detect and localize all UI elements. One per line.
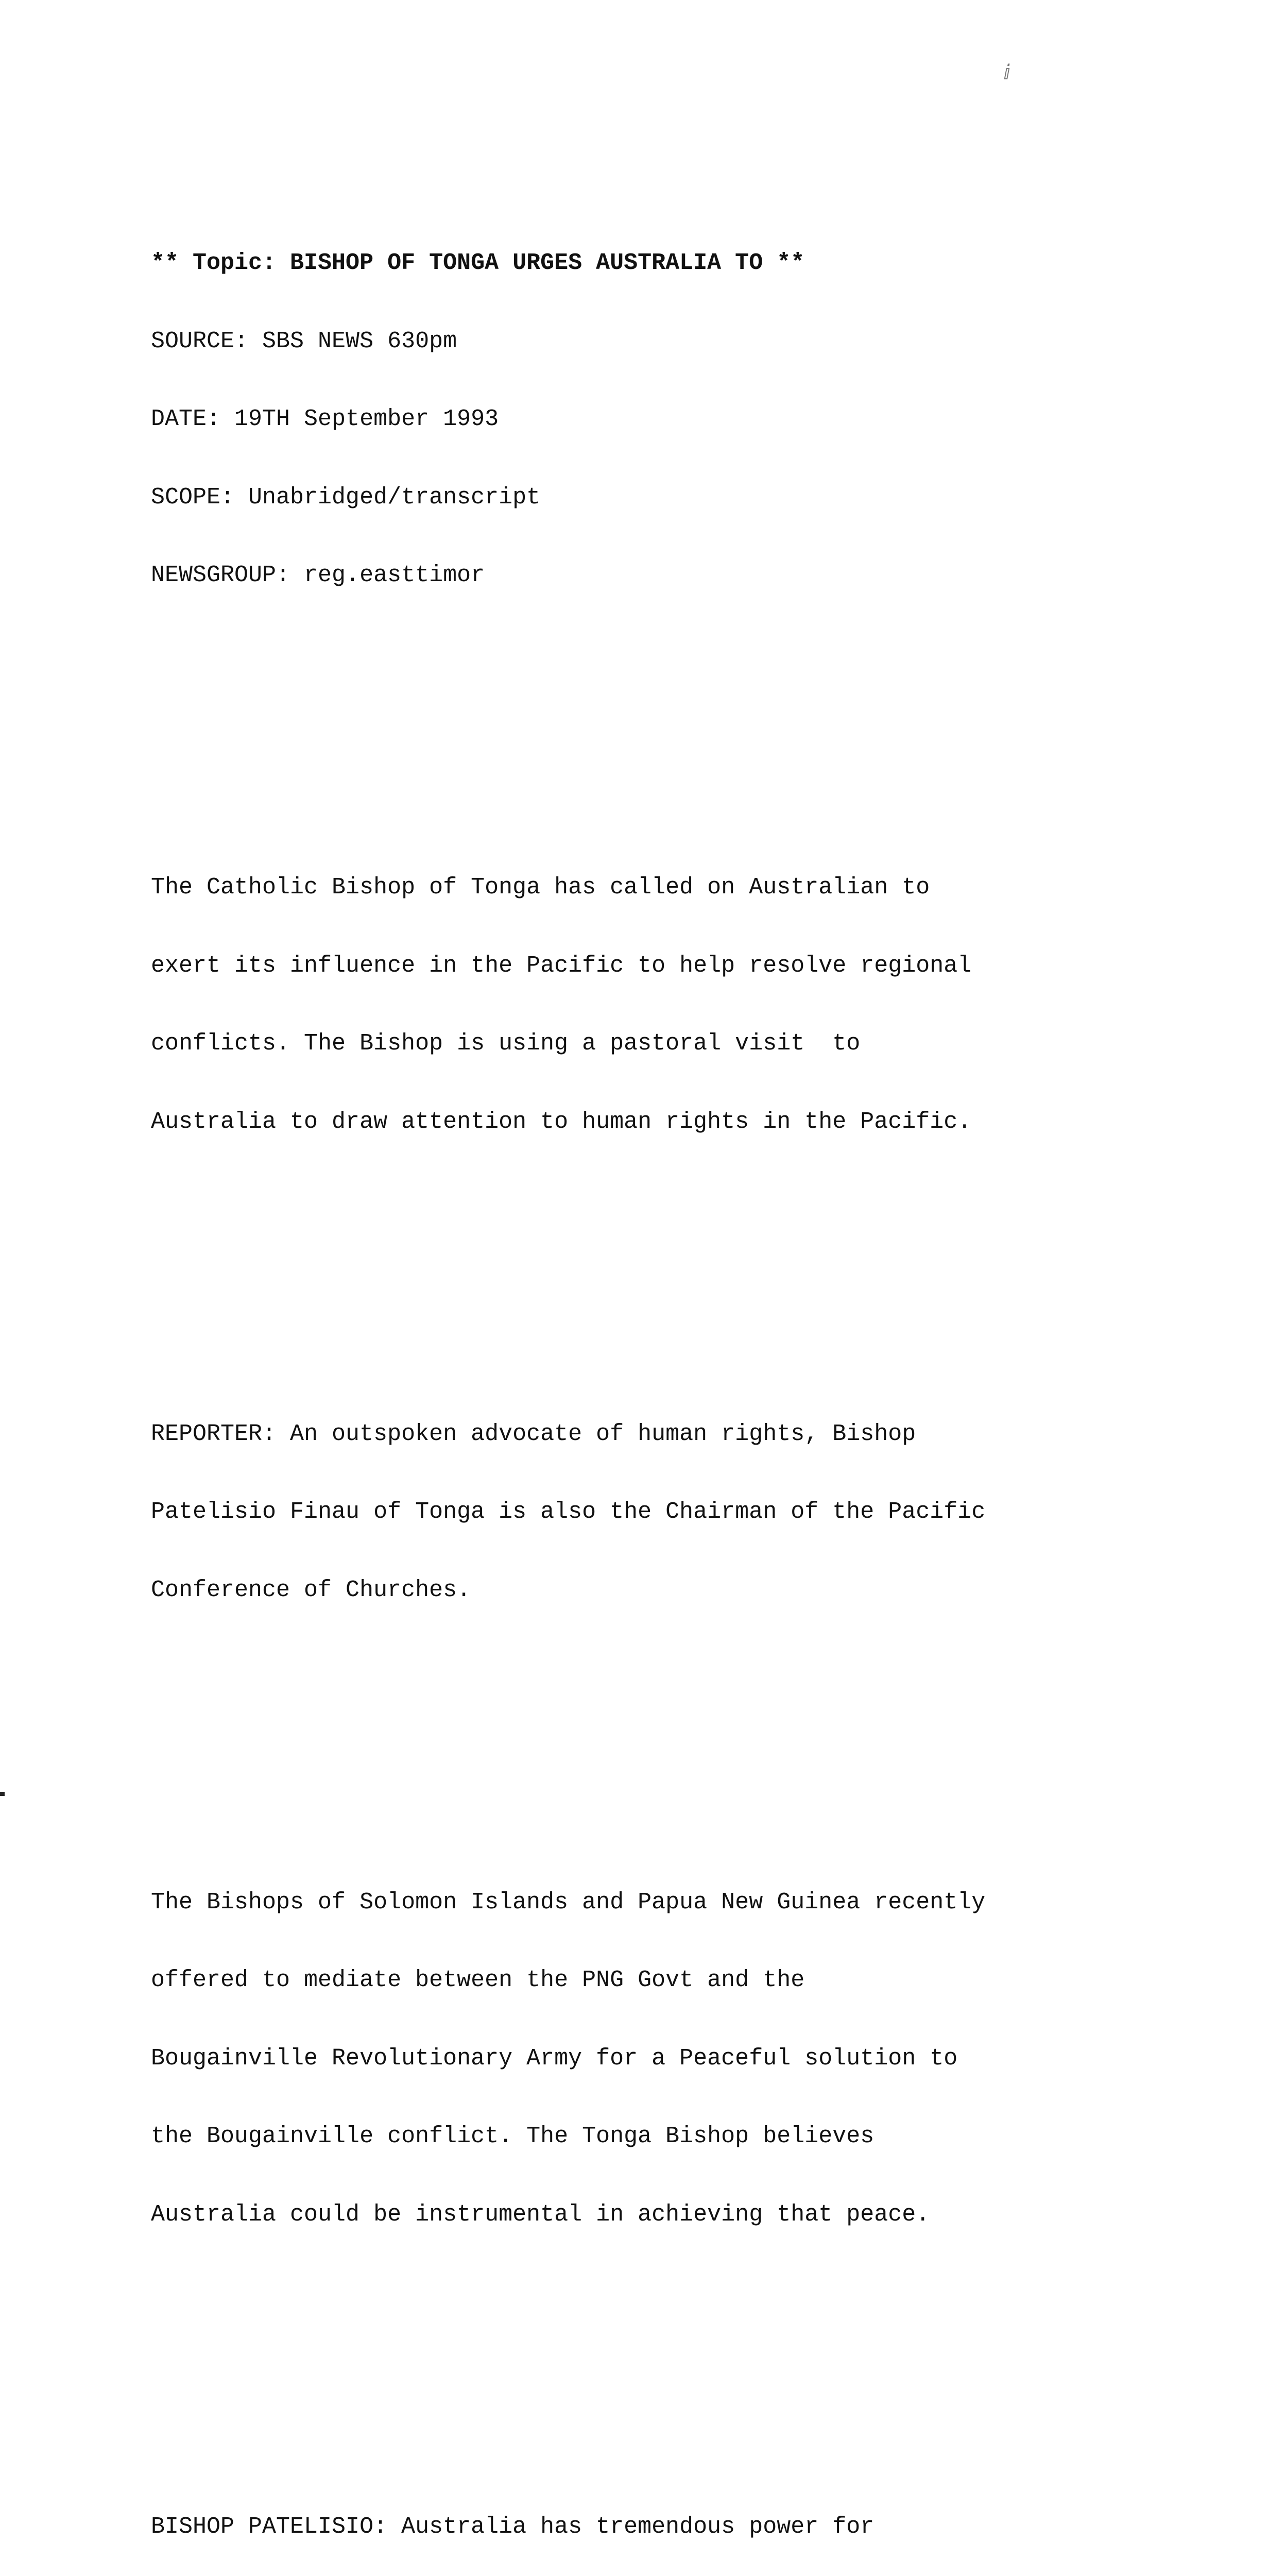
text-line: The Bishops of Solomon Islands and Papua New Guinea recently — [151, 1890, 1181, 1916]
text-line: Conference of Churches. — [151, 1578, 1181, 1604]
paragraph-intro — [151, 823, 1181, 1187]
topic-line: ** Topic: BISHOP OF TONGA URGES AUSTRALIA TO ** — [151, 250, 1181, 277]
text-line: Australia could be instrumental in achieving that peace. — [151, 2202, 1181, 2228]
text-line: offered to mediate between the PNG Govt and the — [151, 1968, 1181, 1994]
paragraph-gap — [151, 719, 1181, 745]
text-line: BISHOP PATELISIO: Australia has tremendous power for — [151, 2514, 1181, 2540]
text-line: conflicts. The Bishop is using a pastoral visit to — [151, 1031, 1181, 1057]
paragraph-gap — [151, 1265, 1181, 1292]
scan-edge-mark — [0, 1792, 5, 1796]
paragraph-gap — [151, 1734, 1181, 1760]
scope-line: SCOPE: Unabridged/transcript — [151, 485, 1181, 511]
document-page — [151, 146, 1181, 2576]
paragraph-bishops-mediate — [151, 1838, 1181, 2280]
newsgroup-line: NEWSGROUP: reg.easttimor — [151, 563, 1181, 589]
text-line: Patelisio Finau of Tonga is also the Chairman of the Pacific — [151, 1499, 1181, 1526]
text-line: REPORTER: An outspoken advocate of human rights, Bishop — [151, 1421, 1181, 1448]
text-line: The Catholic Bishop of Tonga has called on Australian to — [151, 875, 1181, 901]
message-header — [151, 198, 1181, 641]
text-line: Australia to draw attention to human rights in the Pacific. — [151, 1109, 1181, 1136]
paragraph-bishop-quote-1 — [151, 2462, 1181, 2576]
text-line: Bougainville Revolutionary Army for a Peaceful solution to — [151, 2046, 1181, 2072]
date-line: DATE: 19TH September 1993 — [151, 406, 1181, 433]
stray-pen-mark: ⅈ — [1003, 61, 1010, 84]
source-line: SOURCE: SBS NEWS 630pm — [151, 329, 1181, 355]
text-line: the Bougainville conflict. The Tonga Bishop believes — [151, 2124, 1181, 2150]
paragraph-reporter-1 — [151, 1369, 1181, 1656]
text-line: exert its influence in the Pacific to help resolve regional — [151, 953, 1181, 979]
paragraph-gap — [151, 2358, 1181, 2384]
